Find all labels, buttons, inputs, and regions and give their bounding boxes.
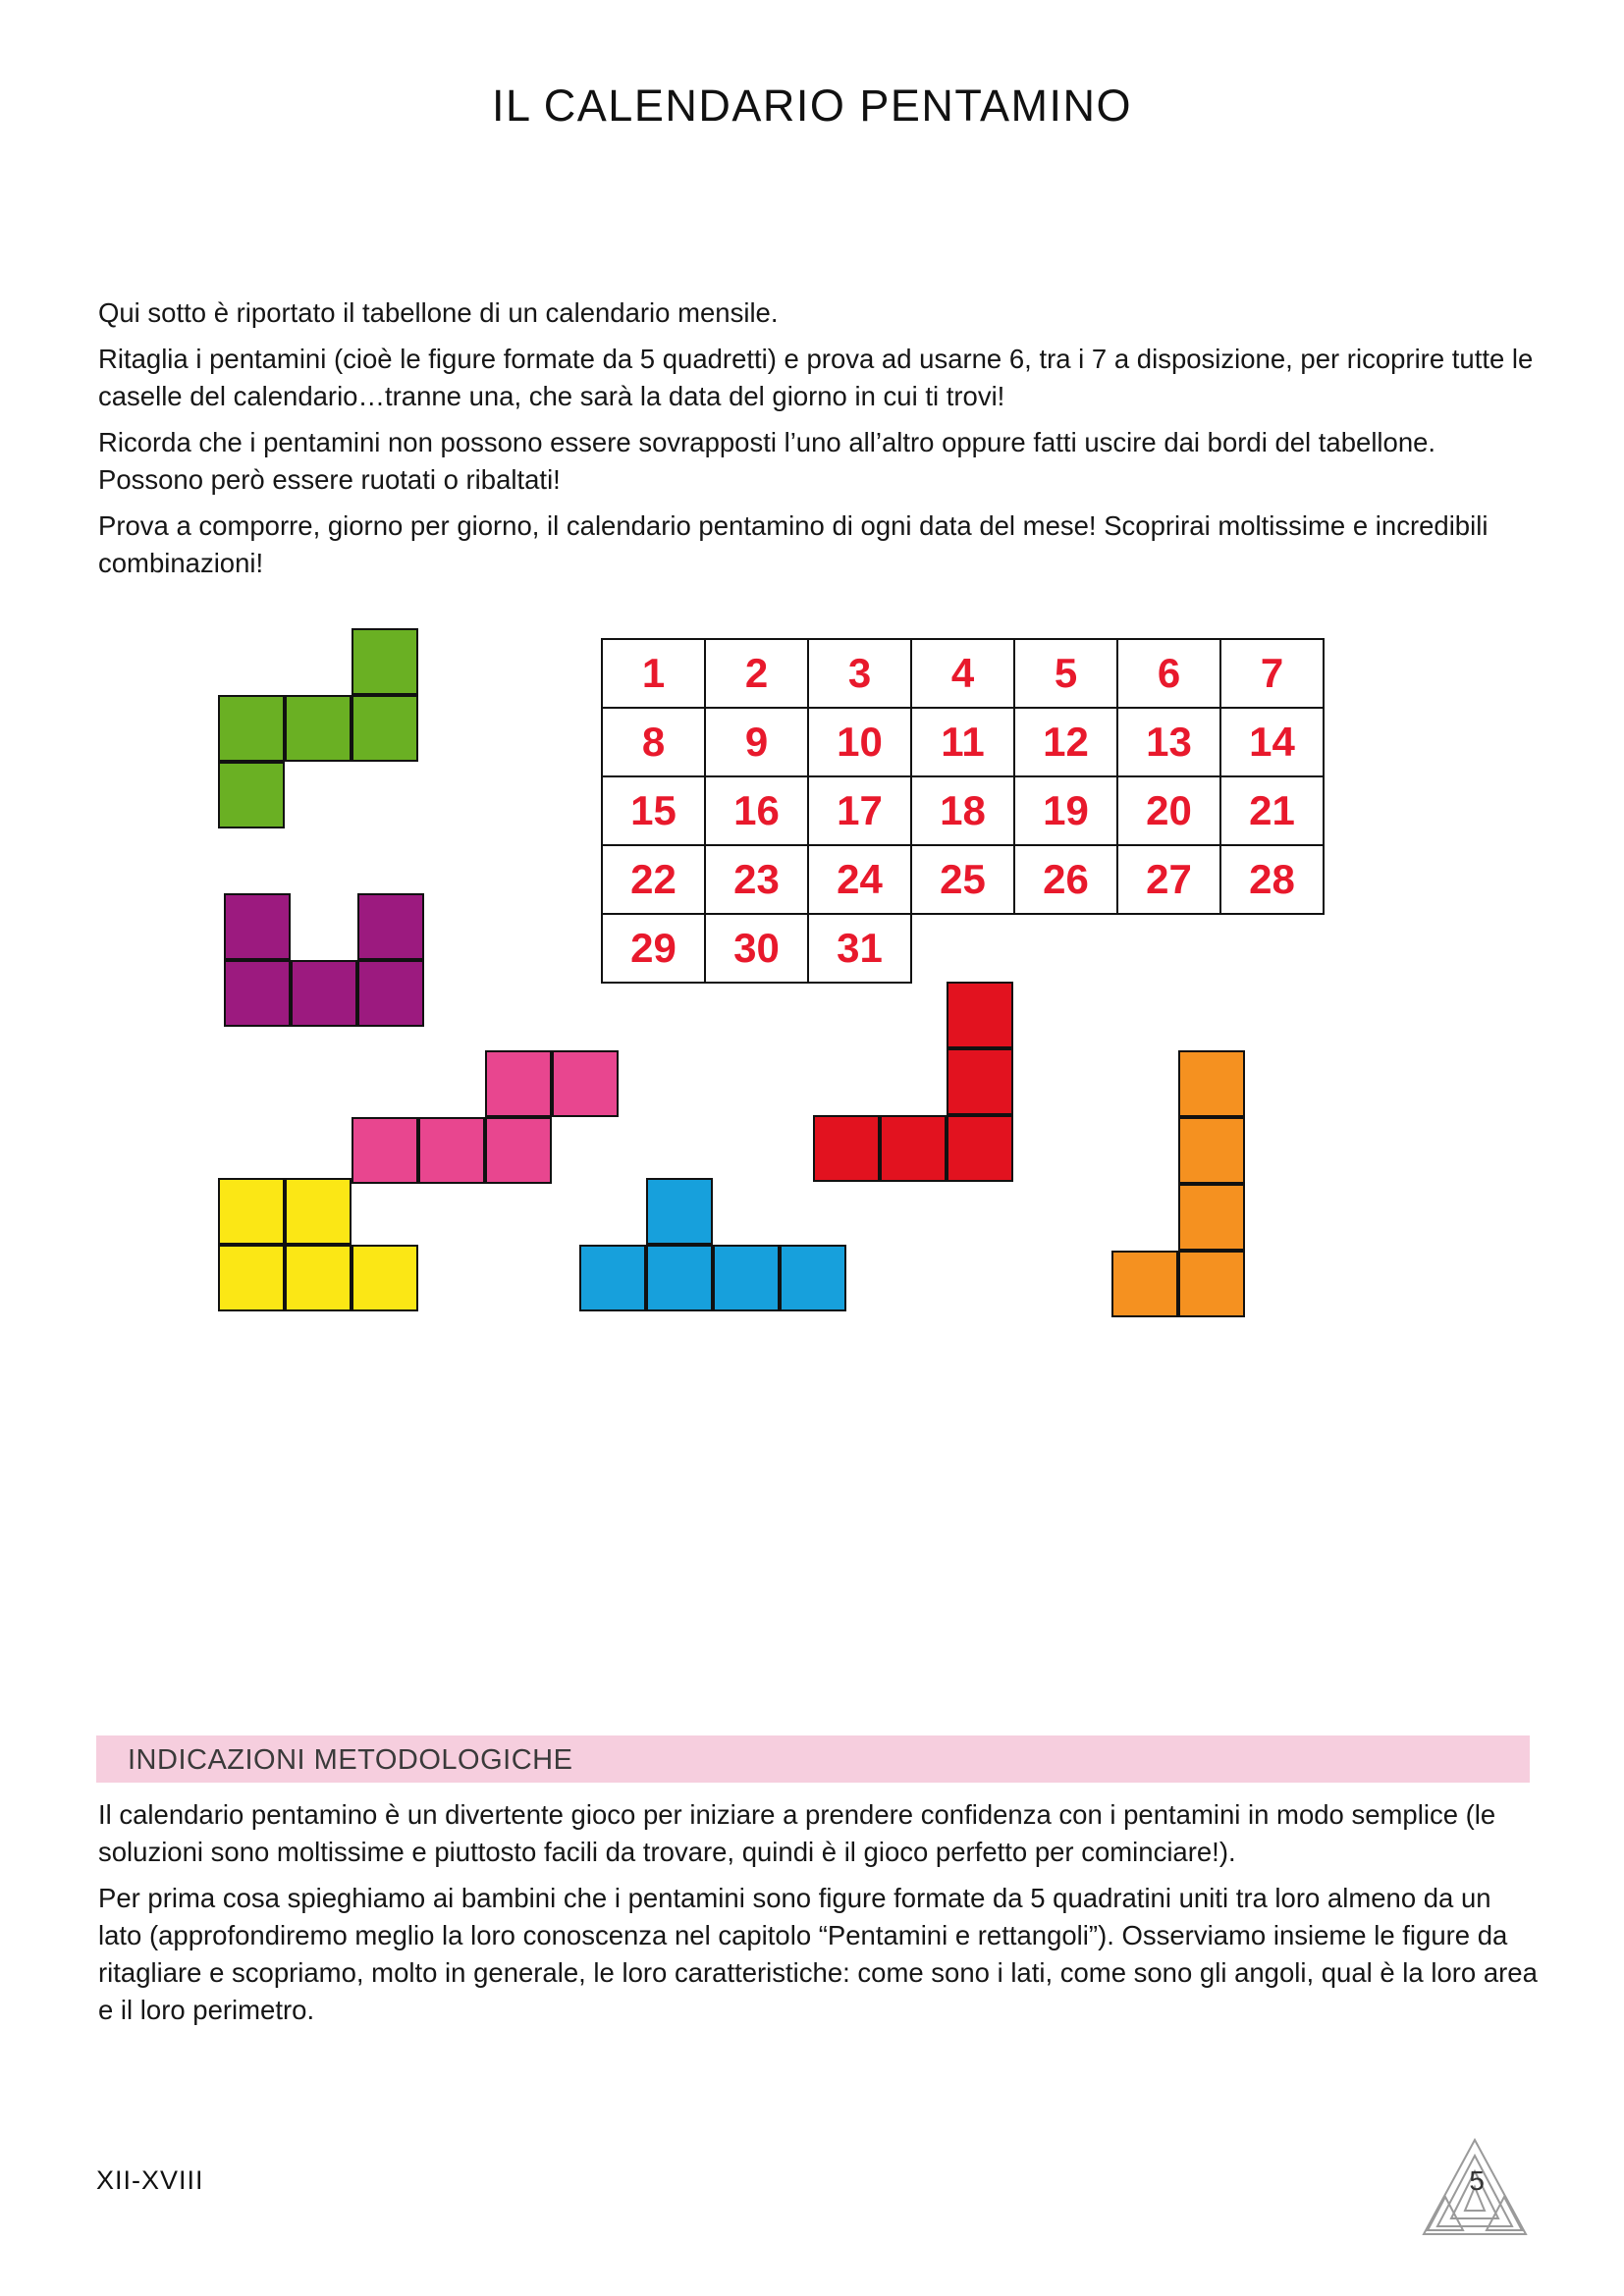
methodology-text (98, 1796, 1540, 2038)
calendar-day-cell: 11 (911, 708, 1014, 776)
pentomino-square (1178, 1117, 1245, 1184)
calendar-row (602, 776, 1324, 845)
pentomino-square (352, 1117, 418, 1184)
calendar-day-cell: 21 (1220, 776, 1324, 845)
pentomino-square (713, 1245, 780, 1311)
pentomino-square (357, 960, 424, 1027)
calendar-day-cell: 29 (602, 914, 705, 983)
calendar-table (601, 638, 1325, 984)
pentomino-square (1178, 1251, 1245, 1317)
calendar-day-cell: 7 (1220, 639, 1324, 708)
calendar-row (602, 708, 1324, 776)
pentomino-square (1178, 1050, 1245, 1117)
calendar-day-cell: 26 (1014, 845, 1117, 914)
intro-paragraph-1: Qui sotto è riportato il tabellone di un calendario mensile. (98, 297, 779, 328)
calendar-row (602, 639, 1324, 708)
intro-paragraph-3: Ricorda che i pentamini non possono essere sovrapposti l’uno all’altro oppure fatti uscire dai bordi del tabellone. Possono però essere ruotati o ribaltati! (98, 426, 1436, 495)
calendar-day-cell: 4 (911, 639, 1014, 708)
calendar-cell-empty (1220, 914, 1324, 983)
calendar-day-cell: 13 (1117, 708, 1220, 776)
calendar-day-cell: 24 (808, 845, 911, 914)
calendar-day-cell: 14 (1220, 708, 1324, 776)
methodology-heading: INDICAZIONI METODOLOGICHE (128, 1744, 573, 1776)
pentomino-square (357, 893, 424, 960)
pentomino-square (646, 1178, 713, 1245)
pentomino-square (352, 695, 418, 762)
calendar-day-cell: 23 (705, 845, 808, 914)
pentomino-square (485, 1117, 552, 1184)
calendar-day-cell: 1 (602, 639, 705, 708)
figures-area (0, 628, 1624, 1737)
pentomino-square (552, 1050, 619, 1117)
page-number: 5 (1469, 2165, 1485, 2196)
calendar-day-cell: 8 (602, 708, 705, 776)
calendar-cell-empty (911, 914, 1014, 983)
pentomino-square (285, 1178, 352, 1245)
pentomino-square (285, 695, 352, 762)
pentomino-square (646, 1245, 713, 1311)
methodology-paragraph-2: Per prima cosa spieghiamo ai bambini che i pentamini sono figure formate da 5 quadratini uniti tra loro almeno da un lato (approfondiremo meglio la loro conoscenza nel capitolo “Pentamini e rettangoli”). Osserviamo insieme le figure da ritagliare e scopriamo, molto in generale, le loro caratteristiche: come sono i lati, come sono gli angoli, qual è la loro area e il loro perimetro. (98, 1882, 1538, 2025)
pentomino-square (224, 893, 291, 960)
methodology-paragraph-1: Il calendario pentamino è un divertente gioco per iniziare a prendere confidenza con i pentamini in modo semplice (le soluzioni sono moltissime e piuttosto facili da trovare, quindi è il gioco perfetto per cominciare!). (98, 1799, 1496, 1867)
calendar-day-cell: 27 (1117, 845, 1220, 914)
calendar-day-cell: 16 (705, 776, 808, 845)
calendar-day-cell: 20 (1117, 776, 1220, 845)
pentomino-square (218, 1245, 285, 1311)
calendar-day-cell: 6 (1117, 639, 1220, 708)
footer-section-code: XII-XVIII (96, 2165, 204, 2195)
pentomino-square (947, 982, 1013, 1048)
calendar-row (602, 845, 1324, 914)
pentomino-square (1111, 1251, 1178, 1317)
calendar-day-cell: 25 (911, 845, 1014, 914)
pentomino-square (947, 1048, 1013, 1115)
page-title: IL CALENDARIO PENTAMINO (491, 80, 1133, 131)
methodology-band (96, 1735, 1530, 1783)
calendar-day-cell: 15 (602, 776, 705, 845)
pentomino-square (218, 762, 285, 828)
pentomino-square (813, 1115, 880, 1182)
calendar-day-cell: 30 (705, 914, 808, 983)
pentomino-square (218, 695, 285, 762)
pentomino-square (1178, 1184, 1245, 1251)
pentomino-square (352, 628, 418, 695)
calendar-day-cell: 31 (808, 914, 911, 983)
pentomino-square (285, 1245, 352, 1311)
pentomino-square (947, 1115, 1013, 1182)
intro-text (98, 294, 1542, 591)
calendar-cell-empty (1117, 914, 1220, 983)
calendar-cell-empty (1014, 914, 1117, 983)
calendar-day-cell: 3 (808, 639, 911, 708)
calendar-row (602, 914, 1324, 983)
calendar-day-cell: 10 (808, 708, 911, 776)
pentomino-square (418, 1117, 485, 1184)
pentomino-square (224, 960, 291, 1027)
pentomino-square (880, 1115, 947, 1182)
calendar-day-cell: 12 (1014, 708, 1117, 776)
calendar-day-cell: 22 (602, 845, 705, 914)
calendar-day-cell: 9 (705, 708, 808, 776)
pentomino-square (485, 1050, 552, 1117)
calendar-day-cell: 19 (1014, 776, 1117, 845)
intro-paragraph-2: Ritaglia i pentamini (cioè le figure formate da 5 quadretti) e prova ad usarne 6, tra i 7 a disposizione, per ricoprire tutte le caselle del calendario…tranne una, che sarà la data del giorno in cui ti trovi! (98, 343, 1534, 411)
calendar-day-cell: 17 (808, 776, 911, 845)
pentomino-square (579, 1245, 646, 1311)
calendar-day-cell: 18 (911, 776, 1014, 845)
pentomino-square (218, 1178, 285, 1245)
pentomino-square (291, 960, 357, 1027)
calendar-day-cell: 5 (1014, 639, 1117, 708)
calendar-day-cell: 2 (705, 639, 808, 708)
calendar-day-cell: 28 (1220, 845, 1324, 914)
intro-paragraph-4: Prova a comporre, giorno per giorno, il calendario pentamino di ogni data del mese! Scoprirai moltissime e incredibili combinazioni! (98, 509, 1489, 578)
pentomino-square (352, 1245, 418, 1311)
pentomino-square (780, 1245, 846, 1311)
